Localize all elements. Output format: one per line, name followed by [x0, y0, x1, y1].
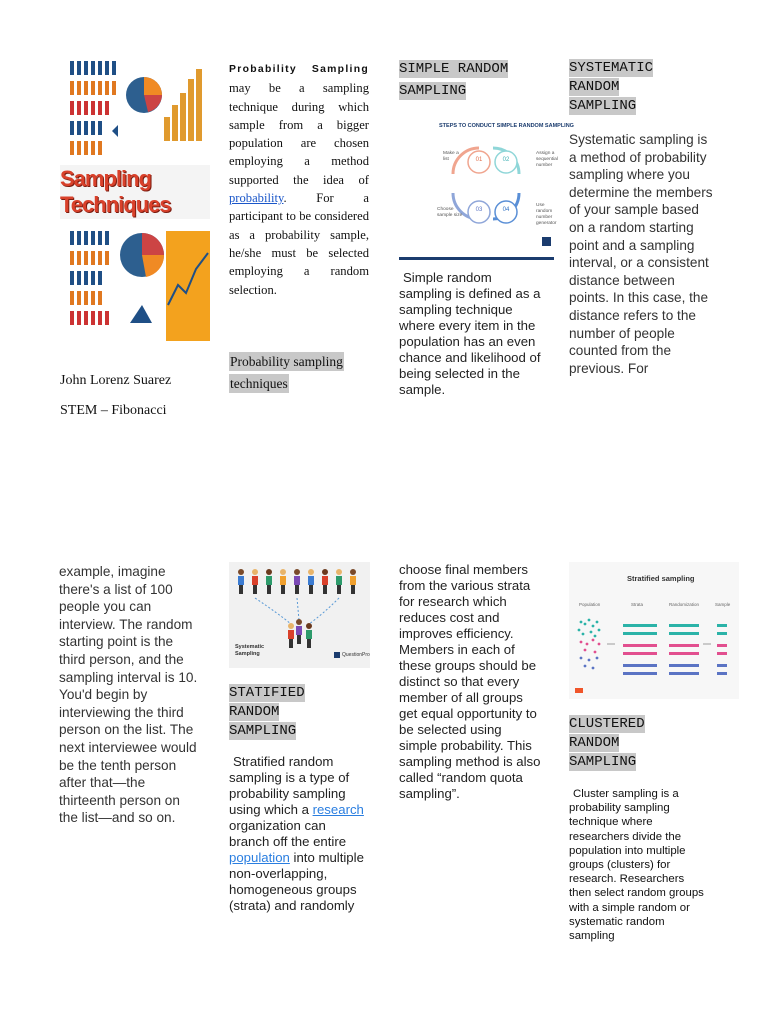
systematic-sampling-figure [229, 562, 370, 668]
figure-stage-label: Population [579, 602, 601, 607]
figure-stage-label: Sample [715, 602, 731, 607]
simple-random-body: Simple random sampling is defined as a sampling technique where every item in the population has an even chance and likelihood of being selected in the sample. [399, 270, 541, 397]
step-label: Use random number generator [536, 203, 557, 226]
step-number: 02 [502, 157, 510, 163]
stratified-continued-body: choose final members from the various strata for research which reduces cost and improves efficiency. Members in each of these groups should be distinct so that every member of all groups get equal opportunity to be selected using simple probability. This sampling method is also called “random quota sampling”. [399, 562, 541, 801]
step-label: Make a list [443, 151, 459, 162]
figure-stage-label: Randomization [669, 602, 700, 607]
step-label: Choose sample size [437, 207, 463, 218]
figure-stage-label: Strata [631, 602, 644, 607]
figure-caption: STEPS TO CONDUCT SIMPLE RANDOM SAMPLING [439, 123, 574, 129]
stratified-sampling-figure [569, 562, 739, 699]
sampling-techniques-figure [60, 55, 210, 345]
simple-random-steps-figure [399, 113, 574, 261]
clustered-random-body: Cluster sampling is a probability sampling technique where researchers divide the population into multiple groups (clusters) for research. Researchers then select random groups with a simple random or systematic random sampling [569, 788, 704, 943]
class-section: STEM – Fibonacci [60, 403, 167, 418]
intro-term: Probability Sampling [229, 64, 369, 75]
figure-caption: Systematic Sampling [235, 644, 265, 657]
stratified-random-heading: STATIFIED RANDOM SAMPLING [229, 685, 305, 739]
figure-caption: Stratified sampling [627, 574, 695, 583]
simple-random-heading: SIMPLE RANDOM SAMPLING [399, 61, 509, 99]
step-number: 04 [502, 207, 510, 213]
stratified-random-body: Stratified random sampling is a type of probability sampling using which a research organization can branch off the entire population into multiple non-overlapping, homogeneous groups (strata) and randomly [229, 754, 364, 913]
step-label: Assign a sequential number [536, 151, 558, 168]
systematic-random-body: Systematic sampling is a method of probability sampling where you determine the members of your sample based on a random starting point and a sampling interval, or a consistent distance between points. In this case, the distance refers to the number of people counted from the previous. For [569, 132, 713, 376]
probability-sampling-intro: Probability Sampling may be a sampling technique during which sample from a bigger population are chosen employing a method supported the idea of probability. For a participant to be considered as a probability sample, he/she must be selected employing a random selection. [229, 64, 369, 297]
population-link[interactable]: population [229, 850, 290, 865]
step-number: 01 [475, 157, 483, 163]
step-number: 03 [475, 207, 483, 213]
techniques-heading: Probability sampling techniques [230, 354, 343, 391]
research-link[interactable]: research [312, 802, 364, 817]
figure-bottom-rule [399, 257, 554, 260]
probability-link[interactable]: probability [229, 191, 284, 206]
figure-title: Sampling Techniques [60, 166, 171, 217]
systematic-example-body: example, imagine there's a list of 100 people you can interview. The random starting point is the third person, and the sampling interval is 10. You'd begin by interviewing the third person on the list. The next interviewee would be the tenth person after that—the thirteenth person on the list—and so on. [59, 564, 198, 826]
author-name: John Lorenz Suarez [60, 373, 172, 388]
clustered-random-heading: CLUSTERED RANDOM SAMPLING [569, 716, 645, 770]
brand-name: QuestionPro [342, 652, 370, 658]
brand-logo-icon [542, 237, 551, 246]
systematic-random-heading: SYSTEMATIC RANDOM SAMPLING [569, 60, 654, 114]
